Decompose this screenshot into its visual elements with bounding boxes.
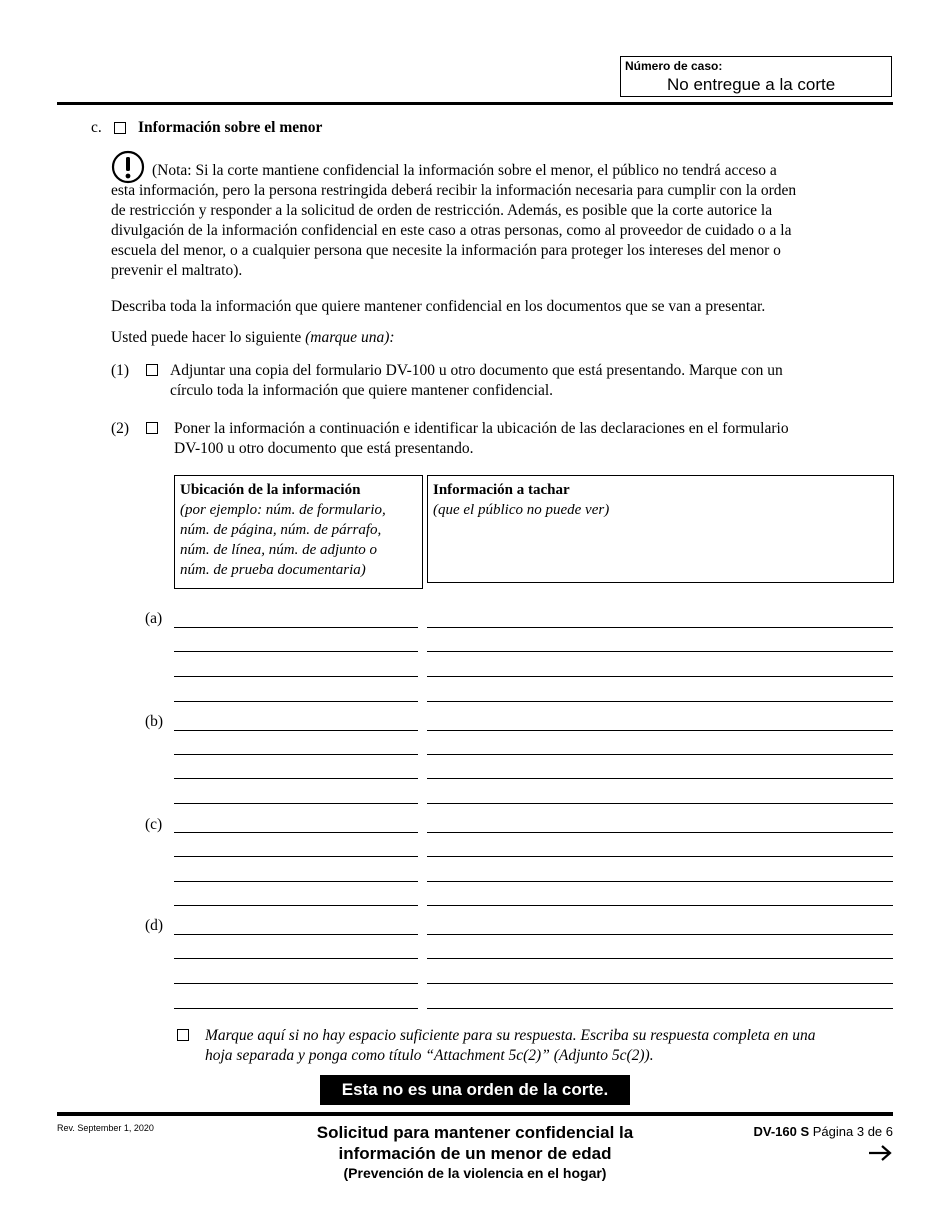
page-number-block bbox=[753, 1124, 893, 1139]
row-d-location-line-4[interactable] bbox=[174, 1008, 418, 1009]
note-line-3: de restricción y responder a la solicitud de orden de restricción. Además, es posible que la corte autorice la bbox=[111, 202, 773, 219]
row-c-redact-line-3[interactable] bbox=[427, 881, 893, 882]
location-header-sub-4: núm. de prueba documentaria) bbox=[180, 562, 366, 578]
redact-header-sub: (que el público no puede ver) bbox=[433, 502, 610, 518]
section-c-title: Información sobre el menor bbox=[138, 119, 323, 136]
option-1-line-1: Adjuntar una copia del formulario DV-100 u otro documento que está presentando. Marque con un bbox=[170, 362, 783, 379]
option-2-line-2: DV-100 u otro documento que está presentando. bbox=[174, 440, 474, 457]
footer-title-line-1: Solicitud para mantener confidencial la bbox=[316, 1123, 634, 1142]
case-number-value: No entregue a la corte bbox=[667, 75, 836, 94]
section-c-letter: c. bbox=[91, 119, 102, 136]
row-d-location-line-1[interactable] bbox=[174, 934, 418, 935]
location-header-sub-1: (por ejemplo: núm. de formulario, bbox=[180, 502, 386, 518]
more-space-line-2: hoja separada y ponga como título “Attachment 5c(2)” (Adjunto 5c(2)). bbox=[205, 1047, 654, 1064]
row-b-location-line-2[interactable] bbox=[174, 754, 418, 755]
row-d-location-line-3[interactable] bbox=[174, 983, 418, 984]
row-a-location-line-2[interactable] bbox=[174, 651, 418, 652]
row-c-location-line-1[interactable] bbox=[174, 832, 418, 833]
options-intro-italic: (marque una): bbox=[305, 329, 395, 346]
row-a-location-line-3[interactable] bbox=[174, 676, 418, 677]
row-c-redact-line-2[interactable] bbox=[427, 856, 893, 857]
option-2-line-1: Poner la información a continuación e identificar la ubicación de las declaraciones en el formulario bbox=[174, 420, 789, 437]
not-court-order-banner: Esta no es una orden de la corte. bbox=[320, 1075, 630, 1105]
option-1-number: (1) bbox=[111, 362, 130, 379]
note-line-1: (Nota: Si la corte mantiene confidencial la información sobre el menor, el público no tendrá acceso a bbox=[152, 162, 777, 179]
row-b-redact-line-1[interactable] bbox=[427, 730, 893, 731]
row-b-redact-line-2[interactable] bbox=[427, 754, 893, 755]
location-header-sub-3: núm. de línea, núm. de adjunto o bbox=[180, 542, 378, 558]
footer-title-line-2: información de un menor de edad bbox=[338, 1144, 612, 1163]
location-column-header bbox=[174, 475, 423, 589]
note-line-6: prevenir el maltrato). bbox=[111, 262, 243, 279]
footer-title-block bbox=[270, 1122, 680, 1182]
row-d-location-line-2[interactable] bbox=[174, 958, 418, 959]
case-number-label: Número de caso: bbox=[625, 59, 723, 73]
form-id: DV-160 S bbox=[753, 1124, 810, 1139]
more-space-line-1: Marque aquí si no hay espacio suficiente para su respuesta. Escriba su respuesta completa en una bbox=[205, 1027, 816, 1044]
row-b-label: (b) bbox=[145, 713, 164, 730]
row-a-location-line-1[interactable] bbox=[174, 627, 418, 628]
row-d-redact-line-2[interactable] bbox=[427, 958, 893, 959]
options-intro bbox=[111, 328, 395, 348]
location-header-sub-2: núm. de página, núm. de párrafo, bbox=[180, 522, 382, 538]
section-c-checkbox[interactable] bbox=[114, 122, 126, 134]
row-c-location-line-2[interactable] bbox=[174, 856, 418, 857]
row-c-redact-line-4[interactable] bbox=[427, 905, 893, 906]
row-b-redact-line-3[interactable] bbox=[427, 778, 893, 779]
row-a-redact-line-2[interactable] bbox=[427, 651, 893, 652]
revision-date: Rev. September 1, 2020 bbox=[57, 1123, 154, 1133]
row-d-redact-line-4[interactable] bbox=[427, 1008, 893, 1009]
redact-header-title: Información a tachar bbox=[433, 482, 570, 498]
row-b-location-line-1[interactable] bbox=[174, 730, 418, 731]
row-b-redact-line-4[interactable] bbox=[427, 803, 893, 804]
row-d-redact-line-3[interactable] bbox=[427, 983, 893, 984]
row-a-redact-line-1[interactable] bbox=[427, 627, 893, 628]
row-c-location-line-4[interactable] bbox=[174, 905, 418, 906]
row-c-location-line-3[interactable] bbox=[174, 881, 418, 882]
footer-subtitle: (Prevención de la violencia en el hogar) bbox=[343, 1165, 607, 1181]
location-header-title: Ubicación de la información bbox=[180, 482, 361, 498]
option-2-checkbox[interactable] bbox=[146, 422, 158, 434]
row-d-redact-line-1[interactable] bbox=[427, 934, 893, 935]
case-number-box bbox=[620, 56, 892, 97]
exclamation-circle-icon bbox=[111, 150, 145, 184]
note-line-5: escuela del menor, o a cualquier persona que necesite la información para proteger los intereses del menor o bbox=[111, 242, 781, 259]
options-intro-text: Usted puede hacer lo siguiente bbox=[111, 329, 302, 346]
row-a-location-line-4[interactable] bbox=[174, 701, 418, 702]
row-d-label: (d) bbox=[145, 917, 164, 934]
row-a-redact-line-3[interactable] bbox=[427, 676, 893, 677]
row-c-label: (c) bbox=[145, 816, 163, 833]
row-a-label: (a) bbox=[145, 610, 163, 627]
redact-column-header bbox=[427, 475, 894, 583]
footer-rule bbox=[57, 1112, 893, 1116]
page-number: Página 3 de 6 bbox=[812, 1124, 893, 1139]
option-2-number: (2) bbox=[111, 420, 130, 437]
arrow-right-icon bbox=[866, 1143, 894, 1163]
row-c-redact-line-1[interactable] bbox=[427, 832, 893, 833]
option-1-checkbox[interactable] bbox=[146, 364, 158, 376]
describe-text: Describa toda la información que quiere mantener confidencial en los documentos que se van a presentar. bbox=[111, 298, 766, 315]
header-rule bbox=[57, 102, 893, 105]
note-line-4: divulgación de la información confidencial en este caso a otras personas, como al proveedor de cuidado o a la bbox=[111, 222, 792, 239]
note-line-2: esta información, pero la persona restringida deberá recibir la información necesaria para cumplir con la orden bbox=[111, 182, 797, 199]
more-space-checkbox[interactable] bbox=[177, 1029, 189, 1041]
row-a-redact-line-4[interactable] bbox=[427, 701, 893, 702]
row-b-location-line-3[interactable] bbox=[174, 778, 418, 779]
option-1-line-2: círculo toda la información que quiere mantener confidencial. bbox=[170, 382, 554, 399]
row-b-location-line-4[interactable] bbox=[174, 803, 418, 804]
